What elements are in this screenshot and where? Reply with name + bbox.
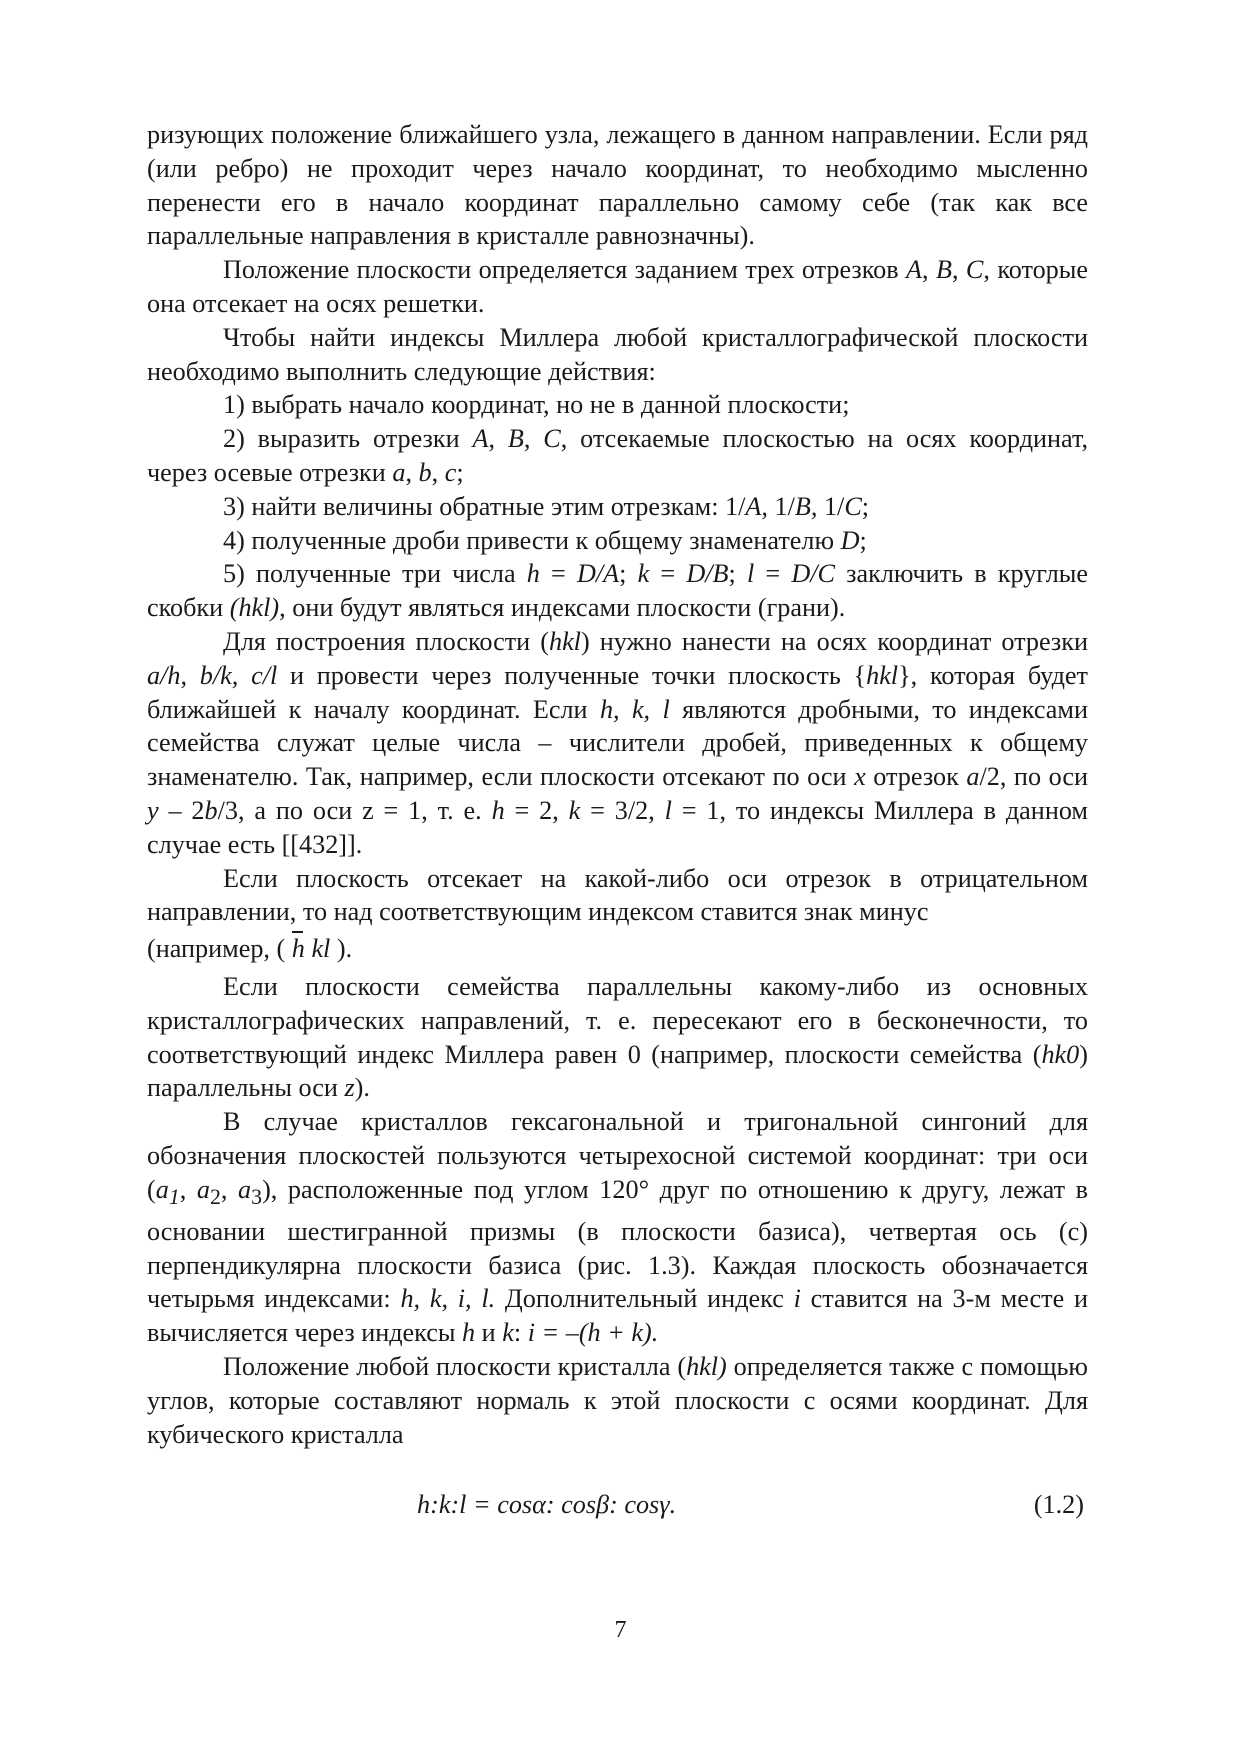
list-item-1: 1) выбрать начало координат, но не в данной плоскости;: [223, 390, 850, 420]
text-run: ) нужно нанести на осях координат отрезки: [580, 626, 1088, 656]
paragraph-construction: [147, 625, 1088, 862]
subscript-1: 1: [168, 1184, 180, 1209]
text-run: :: [513, 1318, 528, 1348]
text-run: , которые она отсекает на осях решетки.: [147, 255, 1088, 318]
var-C: C: [965, 255, 984, 285]
text-run: В случае кристаллов гексагональной и тригональной сингоний для обозначения плоскостей пользуются четырехосной системой координат: три оси (: [147, 1107, 1088, 1204]
var-C: C: [543, 424, 561, 454]
var-h: h: [462, 1318, 476, 1348]
var-i: i: [793, 1284, 801, 1314]
paragraph-plane-position: [147, 253, 1088, 321]
text-run: /3, а по оси z = 1, т. е.: [217, 795, 492, 825]
var-D-over-A: D/A: [576, 559, 620, 589]
text-run: 4) полученные дроби привести к общему знаменателю: [223, 525, 841, 555]
text-run: ,: [405, 457, 419, 487]
var-h: h: [526, 559, 540, 589]
text-run: ).: [330, 934, 353, 964]
formula-i: i = –(h + k).: [527, 1318, 659, 1348]
paragraph-hexagonal: [147, 1105, 1088, 1350]
var-A: A,: [745, 491, 768, 521]
text-run: =: [649, 559, 687, 589]
text-run: = 1, то индексы Миллера в данном случае есть [[432]].: [147, 795, 1088, 859]
text-run: = 2,: [504, 795, 569, 825]
var-a1: a: [155, 1174, 169, 1204]
text-run: 1/: [817, 491, 845, 521]
var-l: l: [746, 559, 755, 589]
var-hkl: (hkl): [229, 593, 280, 623]
var-B: B,: [794, 491, 818, 521]
paragraph-negative-index: Если плоскость отсекает на какой-либо оси отрезок в отрицательном направлении, то над соответствующим индексом ставится знак минус: [147, 863, 1088, 927]
var-l: l: [664, 795, 672, 825]
var-z: z: [344, 1073, 355, 1103]
var-hkl: hkl: [866, 660, 899, 690]
text-run: Положение любой плоскости кристалла (: [223, 1351, 687, 1381]
text-run: ).: [354, 1073, 370, 1103]
var-D: D: [840, 525, 860, 555]
subscript-2: 2: [209, 1184, 221, 1209]
negative-index-example: [147, 929, 1088, 970]
text-run: 1/: [767, 491, 795, 521]
text-run: =: [539, 559, 577, 589]
var-hk0: hk0: [1041, 1039, 1080, 1069]
paragraph-miller-intro: Чтобы найти индексы Миллера любой кристаллографической плоскости необходимо выполнить следующие действия:: [147, 322, 1088, 386]
var-B: B: [935, 255, 952, 285]
paragraph-parallel-planes: [147, 970, 1088, 1105]
text-run: ,: [951, 255, 966, 285]
var-D-over-B: D/B: [686, 559, 729, 589]
var-x: x: [854, 762, 866, 792]
text-run: и: [475, 1318, 503, 1348]
var-y: y: [147, 795, 159, 825]
list-item-4: [147, 524, 1088, 558]
text-run: 5) полученные три числа: [223, 559, 527, 589]
text-run: 3) найти величины обратные этим отрезкам: 1/: [223, 491, 746, 521]
var-a: a: [966, 762, 980, 792]
page-number: 7: [614, 1617, 627, 1643]
var-D-over-C: D/C: [791, 559, 835, 589]
text-run: ,: [431, 457, 445, 487]
list-item-3: [147, 490, 1088, 524]
var-kl: kl: [304, 934, 331, 964]
text-run: , они будут являться индексами плоскости (грани).: [279, 593, 846, 623]
text-run: ;: [456, 457, 464, 487]
var-k: k: [568, 795, 581, 825]
text-run: и провести через полученные точки плоскость {: [277, 660, 867, 690]
equation-1-2: [147, 1488, 1088, 1522]
text-run: =: [754, 559, 792, 589]
var-hkil: h, k, i, l.: [400, 1284, 496, 1314]
var-hkl: hkl): [686, 1351, 727, 1381]
text-run: }, которая будет ближайшей к началу координат. Если: [147, 660, 1088, 724]
text-run: ;: [619, 559, 638, 589]
var-a2: a: [196, 1174, 210, 1204]
var-A: A: [906, 255, 923, 285]
subscript-3: 3: [251, 1184, 263, 1209]
text-run: ,: [523, 424, 544, 454]
var-a: a: [392, 457, 406, 487]
var-b: b: [204, 795, 218, 825]
var-C: C: [844, 491, 862, 521]
text-run: ,: [922, 255, 936, 285]
text-run: ,: [220, 1174, 239, 1204]
text-run: заключить в круглые скобки: [147, 559, 1088, 623]
text-run: , отсекаемые плоскостью на осях координат, через осевые отрезки: [147, 424, 1089, 487]
text-run: ставится на 3-м месте и вычисляется через индексы: [147, 1284, 1088, 1348]
text-run: ;: [861, 491, 870, 521]
text-run: ;: [728, 559, 747, 589]
var-c: c: [444, 457, 457, 487]
var-a3: a: [238, 1174, 252, 1204]
var-hkl-list: h, k, l: [599, 694, 670, 724]
var-k: k: [637, 559, 650, 589]
var-h: h: [491, 795, 505, 825]
list-item-2: [147, 422, 1088, 490]
list-item-5: [147, 557, 1088, 625]
text-run: ), расположенные под углом 120° друг по отношению к другу, лежат в основании шестигранной призмы (в плоскости базиса), четвертая ось (с) перпендикулярна плоскости базиса (рис. 1.3). Каждая плоскость обозначается четырьмя индексами:: [147, 1174, 1089, 1314]
text-run: (например, (: [147, 934, 292, 964]
paragraph-continuation: ризующих положение ближайшего узла, лежащего в данном направлении. Если ряд (или ребро) не проходит через начало координат, то необходимо мысленно перенести его в начало координат параллельно самому себе (так как все параллельные направления в кристалле равнозначны).: [147, 120, 1088, 251]
text-run: /2, по оси: [979, 762, 1088, 792]
var-B: B: [507, 424, 524, 454]
equation-body: h:k:l = cosα: cosβ: cosγ.: [417, 1490, 677, 1519]
text-run: Если плоскости семейства параллельны какому-либо из основных кристаллографических направлений, т. е. пересекают его в бесконечности, то соответствующий индекс Миллера равен 0 (например, плоскости семейства (: [147, 971, 1088, 1069]
var-A: A: [472, 424, 489, 454]
text-run: определяется также с помощью углов, которые составляют нормаль к этой плоскости с осями координат. Для кубического кристалла: [147, 1351, 1088, 1449]
text-run: Положение плоскости определяется заданием трех отрезков: [223, 255, 907, 285]
text-run: отрезок: [865, 762, 967, 792]
var-k: k: [502, 1318, 514, 1348]
text-run: Дополнительный индекс: [495, 1284, 794, 1314]
text-run: ,: [488, 424, 508, 454]
var-h-bar: h: [292, 932, 305, 966]
var-b: b: [418, 457, 432, 487]
body-text: [147, 118, 1088, 1451]
equation-number: (1.2): [1033, 1490, 1084, 1519]
text-run: 2) выразить отрезки: [223, 424, 473, 454]
var-fractions: a/h, b/k, c/l: [147, 660, 278, 690]
text-run: ) параллельны оси: [147, 1039, 1088, 1103]
text-run: – 2: [158, 795, 205, 825]
text-run: = 3/2,: [580, 795, 665, 825]
var-hkl: hkl: [548, 626, 581, 656]
text-run: являются дробными, то индексами семейства служат целые числа – числители дробей, приведенных к общему знаменателю. Так, например, если плоскости отсекают по оси: [147, 694, 1088, 792]
text-run: ;: [859, 525, 867, 555]
paragraph-angles: [147, 1350, 1088, 1451]
text-run: Для построения плоскости (: [223, 626, 549, 656]
text-run: ,: [179, 1174, 197, 1204]
